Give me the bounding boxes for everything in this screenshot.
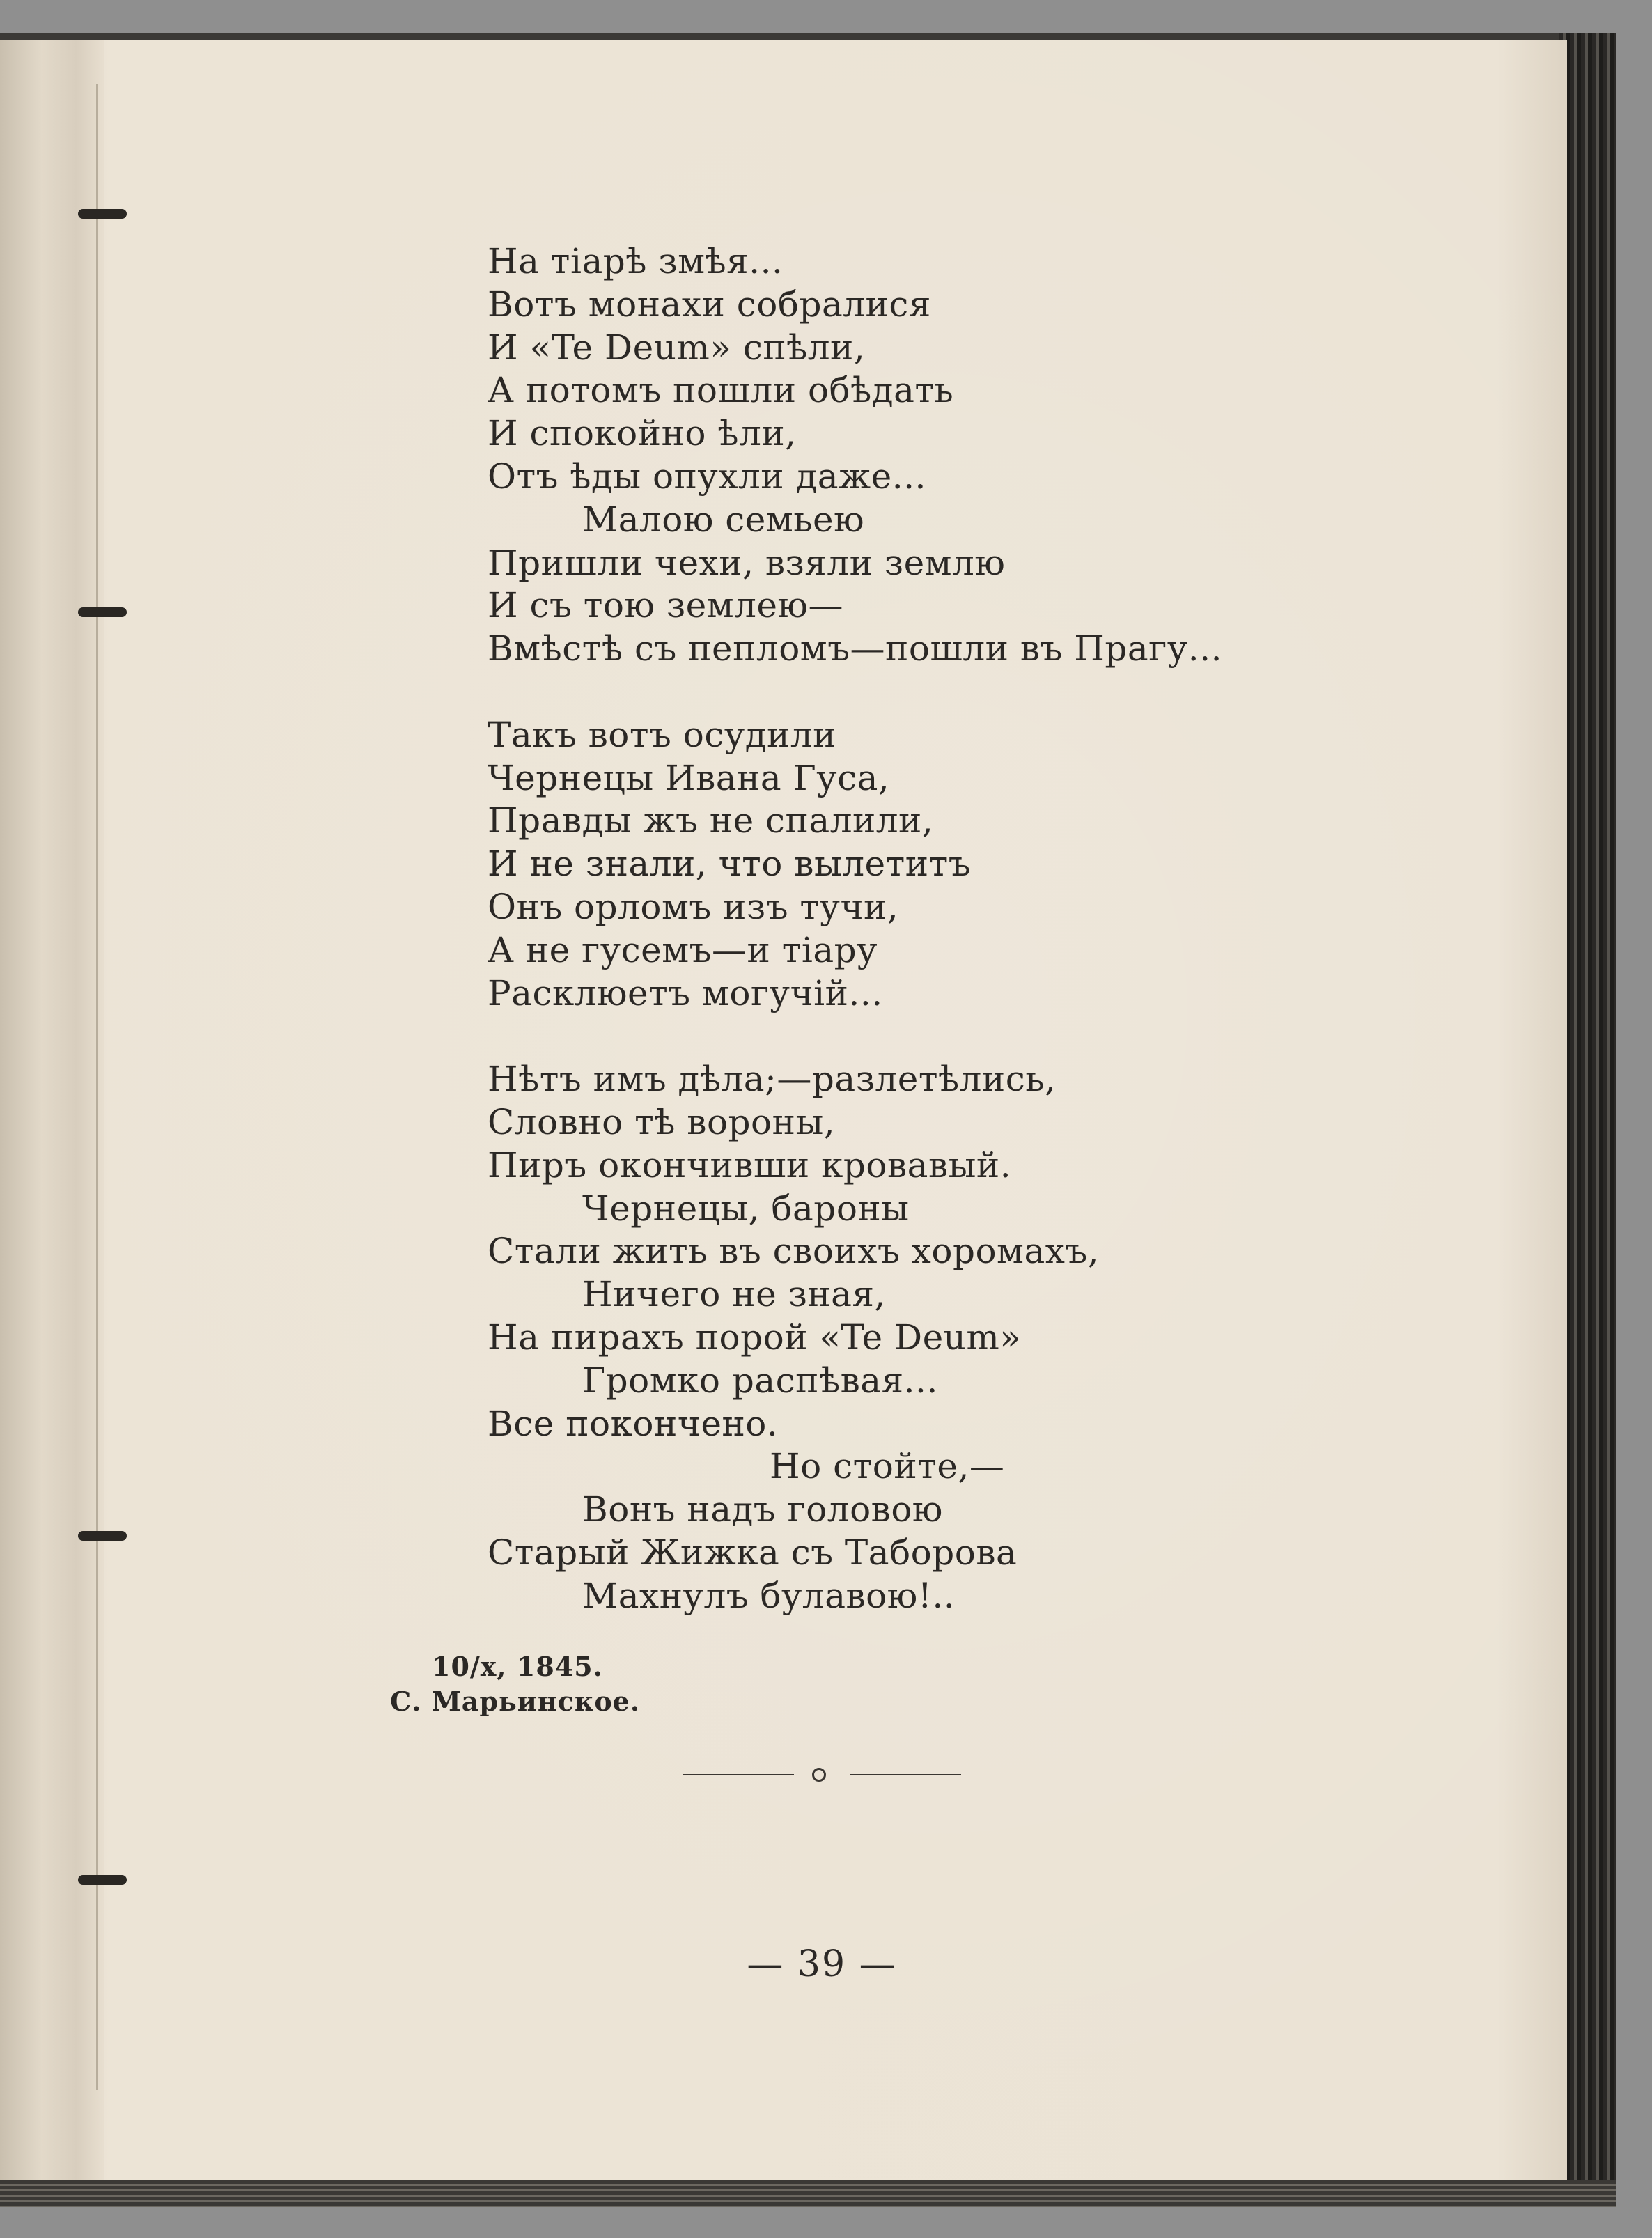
poem-line: Ничего не зная, xyxy=(582,1274,886,1315)
poem-line: И спокойно ѣли, xyxy=(488,413,797,454)
stanza-break xyxy=(488,1015,1463,1058)
poem-line: Старый Жижка съ Таборова xyxy=(488,1532,1018,1573)
poem-line: Правды жъ не спалили, xyxy=(488,800,934,841)
poem-line: Громко распѣвая... xyxy=(582,1360,938,1401)
poem-line: Чернецы Ивана Гуса, xyxy=(488,757,890,798)
poem-line: Такъ вотъ осудили xyxy=(488,714,836,755)
poem-line: Все покончено. xyxy=(488,1403,779,1444)
poem-line: Чернецы, бароны xyxy=(582,1188,910,1229)
poem-line: И не знали, что вылетитъ xyxy=(488,844,972,885)
poem-line: И съ тою землею— xyxy=(488,585,844,626)
binding-stitch xyxy=(78,1531,127,1541)
divider-circle-icon xyxy=(812,1768,826,1782)
poem-line: Вмѣстѣ съ пепломъ—пошли въ Прагу... xyxy=(488,628,1222,669)
stanza-break xyxy=(488,671,1463,714)
book-spine-edge xyxy=(1559,33,1616,2207)
poem-line: Малою семьею xyxy=(582,499,865,540)
poem-line: Нѣтъ имъ дѣла;—разлетѣлись, xyxy=(488,1059,1057,1100)
section-divider-ornament xyxy=(683,1762,961,1787)
binding-stitch xyxy=(78,1875,127,1885)
poem-line: На пирахъ порой «Te Deum» xyxy=(488,1316,1022,1358)
binding-stitch xyxy=(78,607,127,617)
poem-line: Отъ ѣды опухли даже... xyxy=(488,456,926,497)
poem-text xyxy=(488,240,1463,1618)
signature-date: 10/x, 1845. xyxy=(432,1651,603,1682)
gutter-crease xyxy=(96,84,98,2090)
poem-line: Пиръ окончивши кровавый. xyxy=(488,1144,1012,1186)
binding-stitch xyxy=(78,209,127,219)
poem-line: А потомъ пошли обѣдать xyxy=(488,370,954,411)
poem-line: Вонъ надъ головою xyxy=(582,1489,943,1530)
poem-line: А не гусемъ—и тіару xyxy=(488,929,878,970)
poem-line: Махнулъ булавою!.. xyxy=(582,1575,956,1616)
book-bottom-edge xyxy=(0,2180,1616,2207)
poem-line: И «Te Deum» спѣли, xyxy=(488,327,866,368)
poem-line: Словно тѣ вороны, xyxy=(488,1101,836,1142)
divider-line-left xyxy=(683,1774,794,1775)
poem-line: Стали жить въ своихъ хоромахъ, xyxy=(488,1231,1100,1272)
poem-line: Но стойте,— xyxy=(770,1446,1005,1487)
signature-place: С. Марьинское. xyxy=(390,1686,641,1717)
poem-line: Онъ орломъ изъ тучи, xyxy=(488,886,899,927)
page-number: — 39 — xyxy=(747,1943,897,1985)
signature-block xyxy=(390,1649,640,1719)
poem-line: Вотъ монахи собралися xyxy=(488,283,931,325)
poem-line: Пришли чехи, взяли землю xyxy=(488,542,1006,583)
poem-line: Расклюетъ могучій... xyxy=(488,972,883,1013)
poem-line: На тіарѣ змѣя... xyxy=(488,241,784,281)
divider-line-right xyxy=(850,1774,961,1775)
